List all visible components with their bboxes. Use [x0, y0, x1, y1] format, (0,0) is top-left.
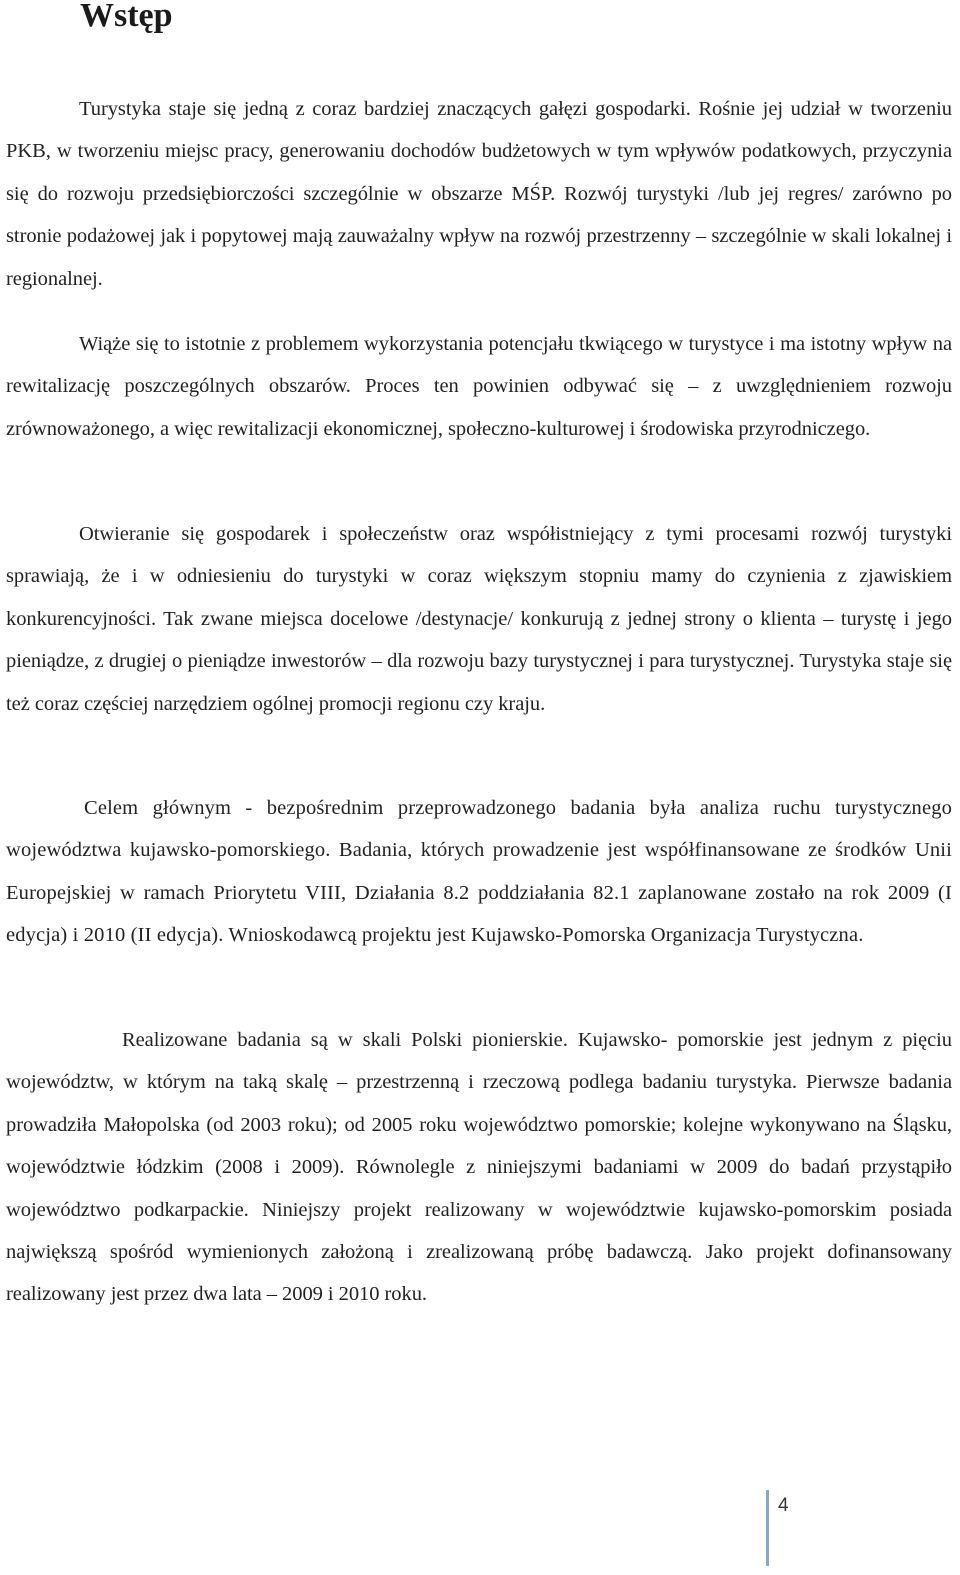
footer-divider — [766, 1490, 769, 1566]
page-number: 4 — [778, 1495, 789, 1516]
paragraph-pioneering-research: Realizowane badania są w skali Polski pionierskie. Kujawsko- pomorskie jest jednym z pięciu województw, w którym na taką skalę – przestrzenną i rzeczową podlega badaniu turystyka. Pierwsze badania prowadziła Małopolska (od 2003 roku); od 2005 roku województwo pomorskie; kolejne wykonywano na Śląsku, województwie łódzkim (2008 i 2009). Równolegle z niniejszymi badaniami w 2009 do badań przystąpiło województwo podkarpackie. Niniejszy projekt realizowany w województwie kujawsko-pomorskim posiada największą spośród wymienionych założoną i zrealizowaną próbę badawczą. Jako projekt dofinansowany realizowany jest przez dwa lata – 2009 i 2010 roku. — [6, 1029, 952, 1306]
paragraph-intro: Turystyka staje się jedną z coraz bardziej znaczących gałęzi gospodarki. Rośnie jej udział w tworzeniu PKB, w tworzeniu miejsc pracy, generowaniu dochodów budżetowych w tym wpływów podatkowych, przyczynia się do rozwoju przedsiębiorczości szczególnie w obszarze MŚP. Rozwój turystyki /lub jej regres/ zarówno po stronie podażowej jak i popytowej mają zauważalny wpływ na rozwój przestrzenny – szczególnie w skali lokalnej i regionalnej. — [6, 98, 952, 290]
paragraph-revitalization: Wiąże się to istotnie z problemem wykorzystania potencjału tkwiącego w turystyce i ma istotny wpływ na rewitalizację poszczególnych obszarów. Proces ten powinien odbywać się – z uwzględnieniem rozwoju zrównoważonego, a więc rewitalizacji ekonomicznej, społeczno-kulturowej i środowiska przyrodniczego. — [6, 333, 952, 440]
page-title: Wstęp — [80, 0, 173, 34]
paragraph-research-goal: Celem głównym - bezpośrednim przeprowadzonego badania była analiza ruchu turystycznego województwa kujawsko-pomorskiego. Badania, których prowadzenie jest współfinansowane ze środków Unii Europejskiej w ramach Priorytetu VIII, Działania 8.2 poddziałania 82.1 zaplanowane zostało na rok 2009 (I edycja) i 2010 (II edycja). Wnioskodawcą projektu jest Kujawsko-Pomorska Organizacja Turystyczna. — [6, 797, 952, 947]
paragraph-competitiveness: Otwieranie się gospodarek i społeczeństw oraz współistniejący z tymi procesami rozwój turystyki sprawiają, że i w odniesieniu do turystyki w coraz większym stopniu mamy do czynienia z zjawiskiem konkurencyjności. Tak zwane miejsca docelowe /destynacje/ konkurują z jednej strony o klienta – turystę i jego pieniądze, z drugiej o pieniądze inwestorów – dla rozwoju bazy turystycznej i para turystycznej. Turystyka staje się też coraz częściej narzędziem ogólnej promocji regionu czy kraju. — [6, 523, 952, 715]
